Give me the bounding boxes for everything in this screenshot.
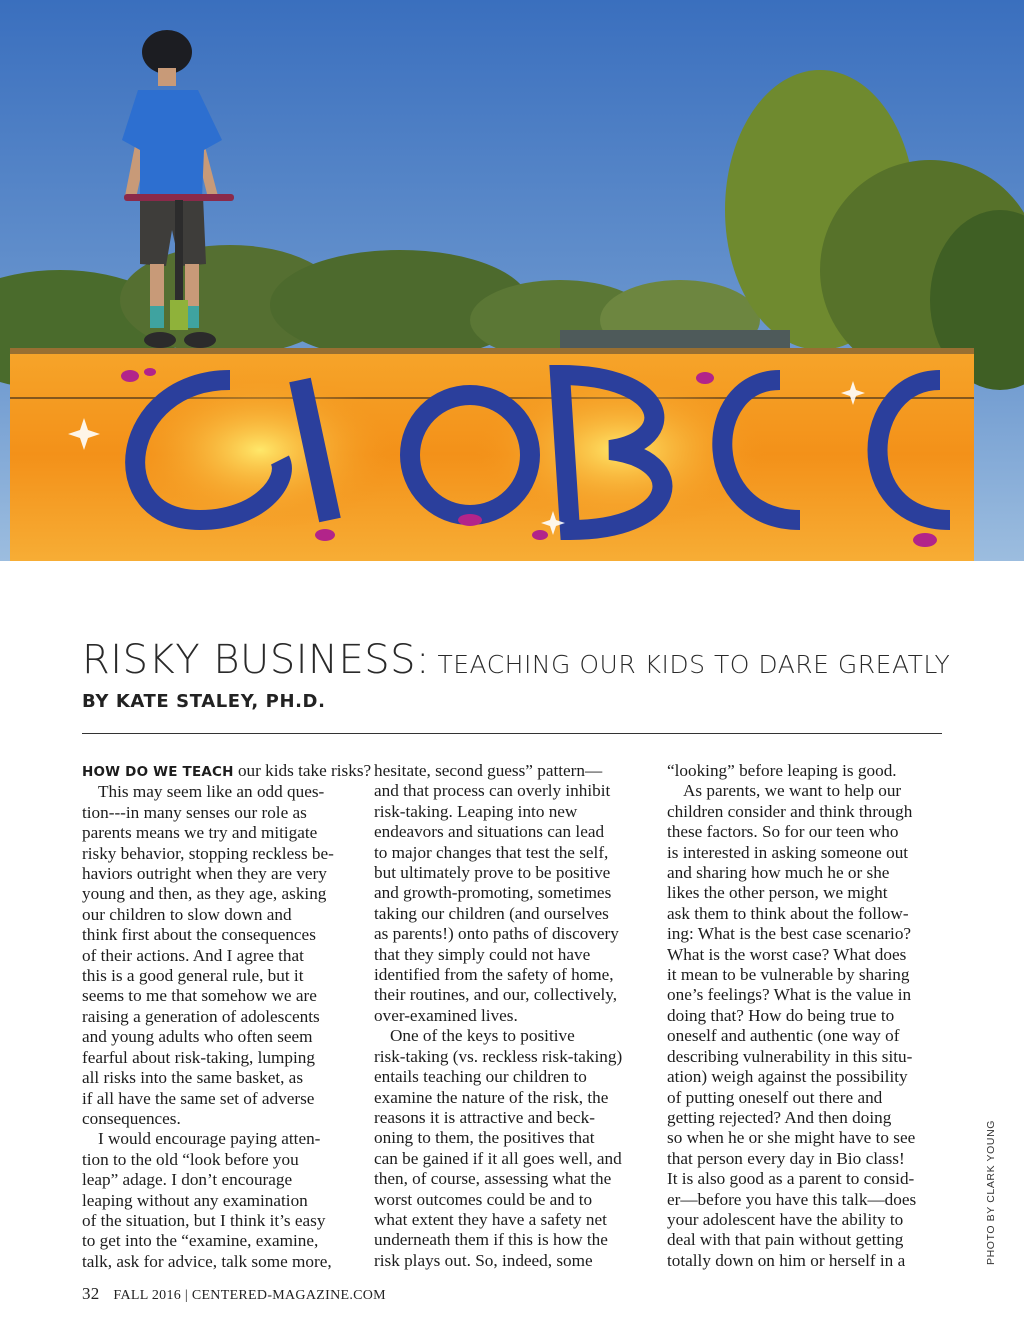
- text-line: “looking” before leaping is good.: [667, 761, 897, 780]
- column-3: [667, 761, 942, 1271]
- column-1: [82, 761, 372, 1272]
- text-line: This may seem like an odd ques-: [98, 782, 325, 802]
- text-line: describing vulnerability in this situ-: [667, 1046, 913, 1066]
- text-line: hesitate, second guess” pattern—: [374, 761, 603, 780]
- text-line: raising a generation of adolescents: [82, 1006, 320, 1026]
- text-line: risk-taking. Leaping into new: [374, 801, 578, 821]
- text-line: ing: What is the best case scenario?: [667, 924, 912, 944]
- footer-separator: |: [184, 1288, 188, 1303]
- text-line: and growth-promoting, sometimes: [374, 883, 612, 903]
- text-line: then, of course, assessing what the: [374, 1169, 612, 1189]
- text-line: to get into the “examine, examine,: [82, 1231, 319, 1251]
- text-line: talk, ask for advice, talk some more,: [82, 1251, 332, 1271]
- text-line: I would encourage paying atten-: [98, 1129, 321, 1149]
- text-line: think first about the consequences: [82, 925, 316, 945]
- text-line: likes the other person, we might: [667, 883, 888, 903]
- text-line: fearful about risk-taking, lumping: [82, 1047, 315, 1067]
- text-line: if all have the same set of adverse: [82, 1088, 315, 1108]
- text-line: deal with that pain without getting: [667, 1230, 904, 1250]
- text-line: it mean to be vulnerable by sharing: [667, 965, 910, 985]
- text-line: It is also good as a parent to consid-: [667, 1169, 915, 1189]
- graffiti-wall: [10, 348, 974, 561]
- text-line: risk-taking (vs. reckless risk-taking): [374, 1046, 623, 1066]
- text-line: is interested in asking someone out: [667, 842, 909, 862]
- text-line: tion to the old “look before you: [82, 1149, 299, 1169]
- text-line: this is a good general rule, but it: [82, 966, 304, 986]
- text-line: underneath them if this is how the: [374, 1230, 608, 1250]
- hero-photo: [0, 0, 1024, 561]
- text-line: your adolescent have the ability to: [667, 1209, 904, 1229]
- photo-credit: PHOTO BY CLARK YOUNG: [985, 1119, 997, 1265]
- headline-colon: :: [416, 637, 430, 683]
- text-line: er—before you have this talk—does: [667, 1189, 917, 1209]
- text-line: identified from the safety of home,: [374, 965, 614, 985]
- text-line: can be gained if it all goes well, and: [374, 1148, 622, 1168]
- text-line: to major changes that test the self,: [374, 842, 609, 862]
- column-2: [374, 761, 646, 1271]
- header-divider: [82, 733, 942, 734]
- text-line: HOW DO WE TEACH our kids take risks?: [82, 761, 372, 780]
- text-line: but ultimately prove to be positive: [374, 863, 611, 883]
- text-line: of putting oneself out there and: [667, 1087, 883, 1107]
- headline-title: RISKY BUSINESS: [82, 637, 416, 683]
- text-line: of their actions. And I agree that: [82, 945, 304, 965]
- text-line: What is the worst case? What does: [667, 944, 907, 964]
- text-line: taking our children (and ourselves: [374, 903, 609, 923]
- text-line: over-examined lives.: [374, 1005, 518, 1025]
- text-line: and sharing how much he or she: [667, 863, 890, 883]
- byline: BY KATE STALEY, PH.D.: [82, 691, 326, 712]
- text-line: one’s feelings? What is the value in: [667, 985, 912, 1005]
- text-line: totally down on him or herself in a: [667, 1250, 906, 1270]
- text-line: oneself and authentic (one way of: [667, 1026, 900, 1046]
- page-footer: [82, 1284, 386, 1304]
- site-url: CENTERED-MAGAZINE.COM: [191, 1288, 386, 1303]
- text-line: As parents, we want to help our: [683, 781, 902, 801]
- text-line: and young adults who often seem: [82, 1027, 313, 1047]
- text-line: our children to slow down and: [82, 904, 292, 924]
- text-line: endeavors and situations can lead: [374, 822, 605, 842]
- text-line: young and then, as they age, asking: [82, 884, 327, 904]
- text-line: and that process can overly inhibit: [374, 781, 611, 801]
- text-line: risk plays out. So, indeed, some: [374, 1250, 593, 1270]
- text-line: that person every day in Bio class!: [667, 1148, 905, 1168]
- text-line: their routines, and our, collectively,: [374, 985, 618, 1005]
- text-line: tion---in many senses our role as: [82, 802, 307, 822]
- text-line: examine the nature of the risk, the: [374, 1087, 609, 1107]
- text-line: doing that? How do being true to: [667, 1005, 895, 1025]
- text-line: haviors outright when they are very: [82, 864, 327, 884]
- text-line: so when he or she might have to see: [667, 1128, 916, 1148]
- text-line: what extent they have a safety net: [374, 1209, 607, 1229]
- text-line: oning to them, the positives that: [374, 1128, 595, 1148]
- text-line: parents means we try and mitigate: [82, 823, 318, 843]
- text-line: seems to me that somehow we are: [82, 986, 317, 1006]
- text-line: reasons it is attractive and beck-: [374, 1107, 595, 1127]
- text-line: entails teaching our children to: [374, 1067, 587, 1087]
- text-line: all risks into the same basket, as: [82, 1068, 304, 1088]
- page-number: 32: [82, 1284, 100, 1303]
- skatepark-graffiti-illustration: [0, 0, 1024, 561]
- text-line: leaping without any examination: [82, 1190, 308, 1210]
- text-line: getting rejected? And then doing: [667, 1107, 892, 1127]
- issue-label: FALL 2016: [113, 1288, 182, 1303]
- text-line: that they simply could not have: [374, 944, 591, 964]
- lead-in: HOW DO WE TEACH: [82, 764, 234, 780]
- text-line: ask them to think about the follow-: [667, 903, 909, 923]
- text-line: of the situation, but I think it’s easy: [82, 1210, 326, 1230]
- text-line: as parents!) onto paths of discovery: [374, 924, 619, 944]
- article-headline: [82, 637, 962, 683]
- headline-subtitle: TEACHING OUR KIDS TO DARE GREATLY: [437, 650, 951, 679]
- text-line: risky behavior, stopping reckless be-: [82, 843, 334, 863]
- text-line: consequences.: [82, 1108, 181, 1128]
- text-line: ation) weigh against the possibility: [667, 1067, 908, 1087]
- text-line: worst outcomes could be and to: [374, 1189, 593, 1209]
- text-line: leap” adage. I don’t encourage: [82, 1170, 293, 1190]
- text-line: children consider and think through: [667, 801, 913, 821]
- text-line: these factors. So for our teen who: [667, 822, 899, 842]
- text-line: One of the keys to positive: [390, 1026, 575, 1046]
